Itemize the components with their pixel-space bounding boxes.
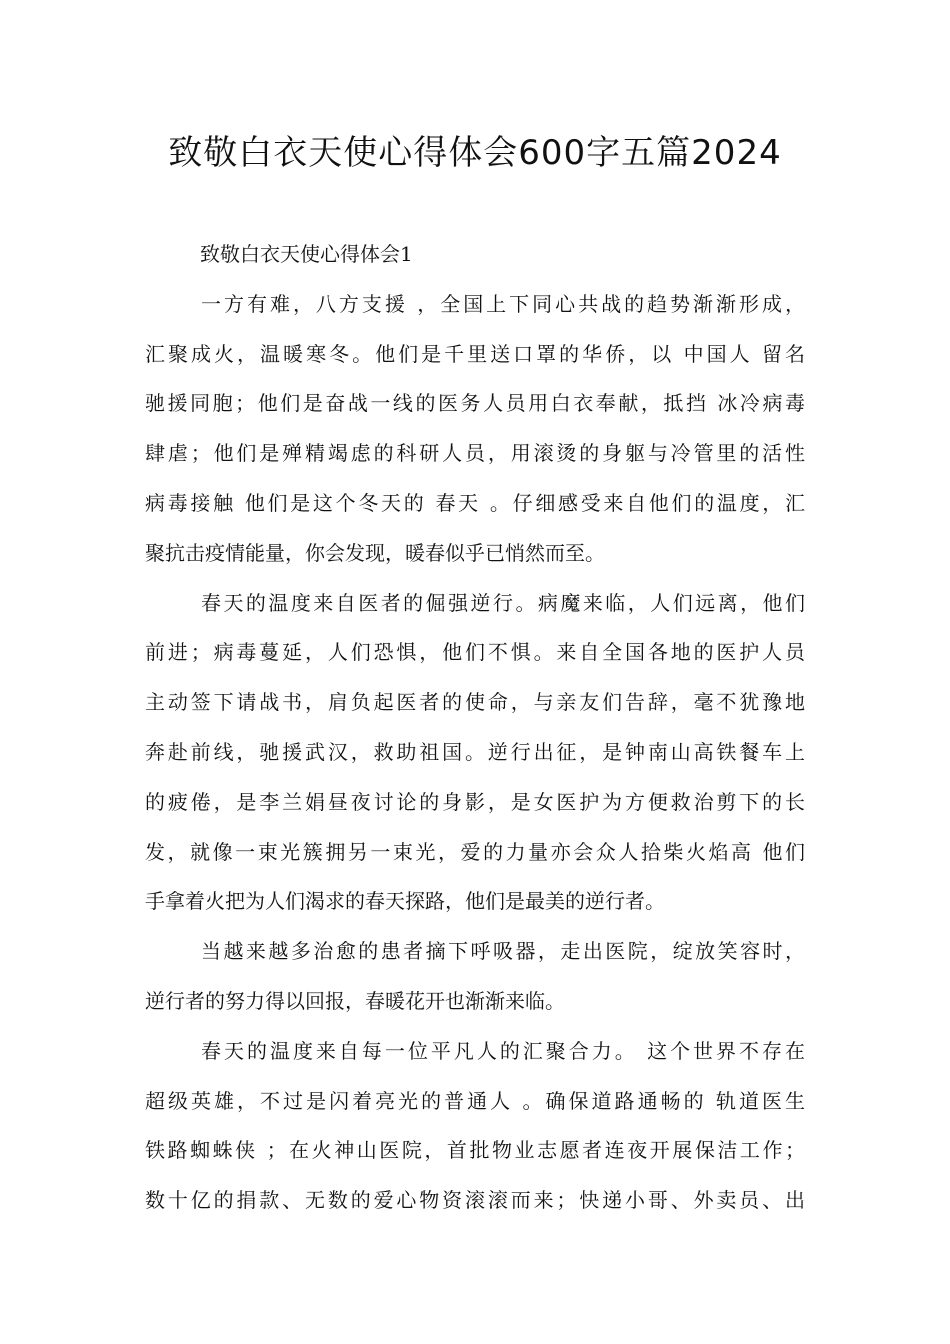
paragraph-line: 主动签下请战书，肩负起医者的使命，与亲友们告辞，毫不犹豫地 bbox=[145, 690, 805, 715]
paragraph-line: 超级英雄，不过是闪着亮光的普通人 。确保道路通畅的 轨道医生 bbox=[145, 1088, 805, 1113]
paragraph-line: 前进；病毒蔓延，人们恐惧，他们不惧。来自全国各地的医护人员 bbox=[145, 640, 805, 665]
section-heading: 致敬白衣天使心得体会1 bbox=[200, 242, 413, 266]
paragraph-line: 汇聚成火，温暖寒冬。他们是千里送口罩的华侨，以 中国人 留名 bbox=[145, 341, 805, 366]
paragraph-line: 发，就像一束光簇拥另一束光，爱的力量亦会众人拾柴火焰高 他们 bbox=[145, 839, 805, 864]
paragraph-line: 铁路蜘蛛侠 ；在火神山医院，首批物业志愿者连夜开展保洁工作； bbox=[145, 1138, 805, 1163]
paragraph-line: 驰援同胞；他们是奋战一线的医务人员用白衣奉献，抵挡 冰冷病毒 bbox=[145, 391, 805, 416]
paragraph-1 bbox=[145, 280, 805, 579]
paragraph-line: 奔赴前线，驰援武汉，救助祖国。逆行出征，是钟南山高铁餐车上 bbox=[145, 739, 805, 764]
document-title: 致敬白衣天使心得体会600字五篇2024 bbox=[168, 133, 782, 173]
paragraph-3 bbox=[145, 927, 805, 1027]
paragraph-4 bbox=[145, 1027, 805, 1226]
paragraph-line: 的疲倦，是李兰娟昼夜讨论的身影，是女医护为方便救治剪下的长 bbox=[145, 789, 805, 814]
paragraph-line: 一方有难，八方支援 ，全国上下同心共战的趋势渐渐形成， bbox=[201, 291, 805, 316]
paragraph-line: 春天的温度来自每一位平凡人的汇聚合力。 这个世界不存在 bbox=[201, 1038, 805, 1063]
paragraph-line: 手拿着火把为人们渴求的春天探路，他们是最美的逆行者。 bbox=[145, 889, 665, 914]
paragraph-line: 聚抗击疫情能量，你会发现，暖春似乎已悄然而至。 bbox=[145, 540, 605, 565]
paragraph-line: 病毒接触 他们是这个冬天的 春天 。仔细感受来自他们的温度，汇 bbox=[145, 490, 805, 515]
paragraph-line: 逆行者的努力得以回报，春暖花开也渐渐来临。 bbox=[145, 988, 565, 1013]
document-body bbox=[145, 230, 805, 1226]
paragraph-line: 春天的温度来自医者的倔强逆行。病魔来临，人们远离，他们 bbox=[201, 590, 805, 615]
paragraph-2 bbox=[145, 579, 805, 928]
paragraph-line: 当越来越多治愈的患者摘下呼吸器，走出医院，绽放笑容时， bbox=[201, 939, 805, 964]
paragraph-line: 肆虐；他们是殚精竭虑的科研人员，用滚烫的身躯与冷管里的活性 bbox=[145, 441, 805, 466]
paragraph-line: 数十亿的捐款、无数的爱心物资滚滚而来；快递小哥、外卖员、出 bbox=[145, 1188, 805, 1213]
